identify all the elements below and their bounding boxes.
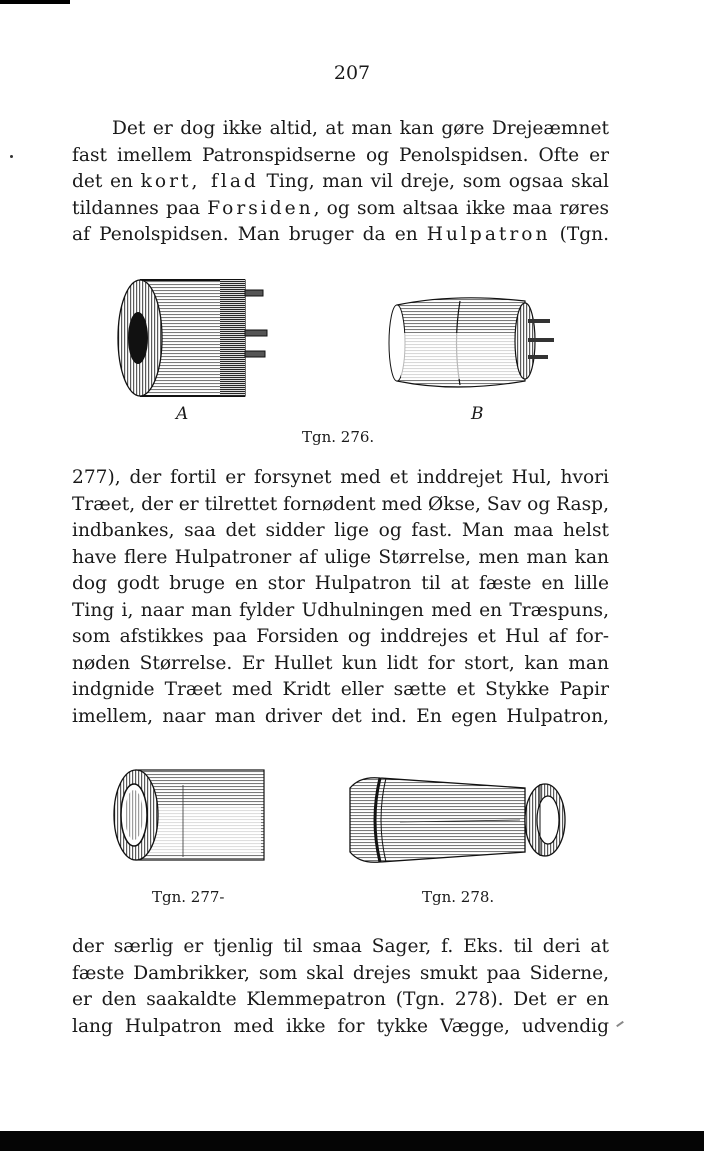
- text-line: [72, 196, 609, 223]
- text-line: [72, 143, 609, 170]
- text-line: have flere Hulpatroner af ulige Størrelse, men man kan: [72, 546, 609, 568]
- text-line: nøden Størrelse. Er Hullet kun lidt for stort, kan man: [72, 652, 609, 674]
- figure-276-caption: Tgn. 276.: [302, 428, 375, 446]
- text-run: Ting, man vil dreje, som ogsaa skal: [258, 171, 609, 192]
- figure-278-caption: Tgn. 278.: [422, 888, 495, 906]
- top-edge-rule: [0, 0, 70, 4]
- margin-speck: [10, 155, 13, 158]
- text-run: af Penolspidsen. Man bruger da en: [72, 224, 427, 245]
- text-run: (Tgn.: [550, 224, 610, 245]
- page-number: 207: [333, 62, 371, 84]
- text-line: [72, 169, 609, 196]
- text-line: indgnide Træet med Kridt eller sætte et Stykke Papir: [72, 679, 609, 700]
- text-line: indbankes, saa det sidder lige og fast. Man maa helst: [72, 520, 609, 541]
- text-line: [72, 116, 609, 143]
- figure-276-b-illustration: [385, 293, 560, 393]
- text-line: Træet, der er tilrettet fornødent med Økse, Sav og Rasp,: [72, 493, 609, 515]
- text-line: fæste Dambrikker, som skal drejes smukt paa Siderne,: [72, 962, 609, 984]
- paragraph-2: [72, 465, 609, 730]
- paragraph-1: [72, 116, 609, 249]
- text-line: dog godt bruge en stor Hulpatron til at fæste en lille: [72, 573, 609, 594]
- text-line: [72, 222, 609, 249]
- text-run: Det er dog ikke altid, at man kan gøre Drejeæmnet: [112, 118, 609, 139]
- text-line: er den saakaldte Klemmepatron (Tgn. 278). Det er en: [72, 989, 609, 1010]
- text-run: fast imellem Patronspidserne og Penolspidsen. Ofte er: [72, 144, 609, 166]
- text-line: 277), der fortil er forsynet med et inddrejet Hul, hvori: [72, 467, 609, 488]
- emphasis-run: kort, flad: [140, 171, 259, 192]
- text-line: lang Hulpatron med ikke for tykke Vægge, udvendig: [72, 1015, 609, 1037]
- text-run: , og som altsaa ikke maa røres: [313, 197, 610, 219]
- margin-mark: [616, 1021, 624, 1027]
- text-line: Ting i, naar man fylder Udhulningen med en Træspuns,: [72, 599, 609, 621]
- text-line: som afstikkes paa Forsiden og inddrejes et Hul af for-: [72, 626, 609, 647]
- figure-277-illustration: [108, 765, 270, 865]
- text-line: der særlig er tjenlig til smaa Sager, f. Eks. til deri at: [72, 936, 609, 957]
- figure-276-label-b: B: [471, 404, 484, 424]
- figure-276-a-illustration: [100, 275, 290, 405]
- text-line: imellem, naar man driver det ind. En egen Hulpatron,: [72, 705, 609, 727]
- figure-278-illustration: [340, 770, 570, 870]
- scan-bottom-edge: [0, 1131, 704, 1151]
- paragraph-3: [72, 934, 609, 1040]
- emphasis-run: Forsiden: [207, 197, 314, 219]
- text-run: det en: [72, 171, 141, 192]
- figure-276-label-a: A: [176, 404, 189, 424]
- emphasis-run: Hulpatron: [426, 224, 551, 245]
- text-run: tildannes paa: [72, 197, 208, 219]
- figure-277-caption: Tgn. 277-: [152, 888, 225, 906]
